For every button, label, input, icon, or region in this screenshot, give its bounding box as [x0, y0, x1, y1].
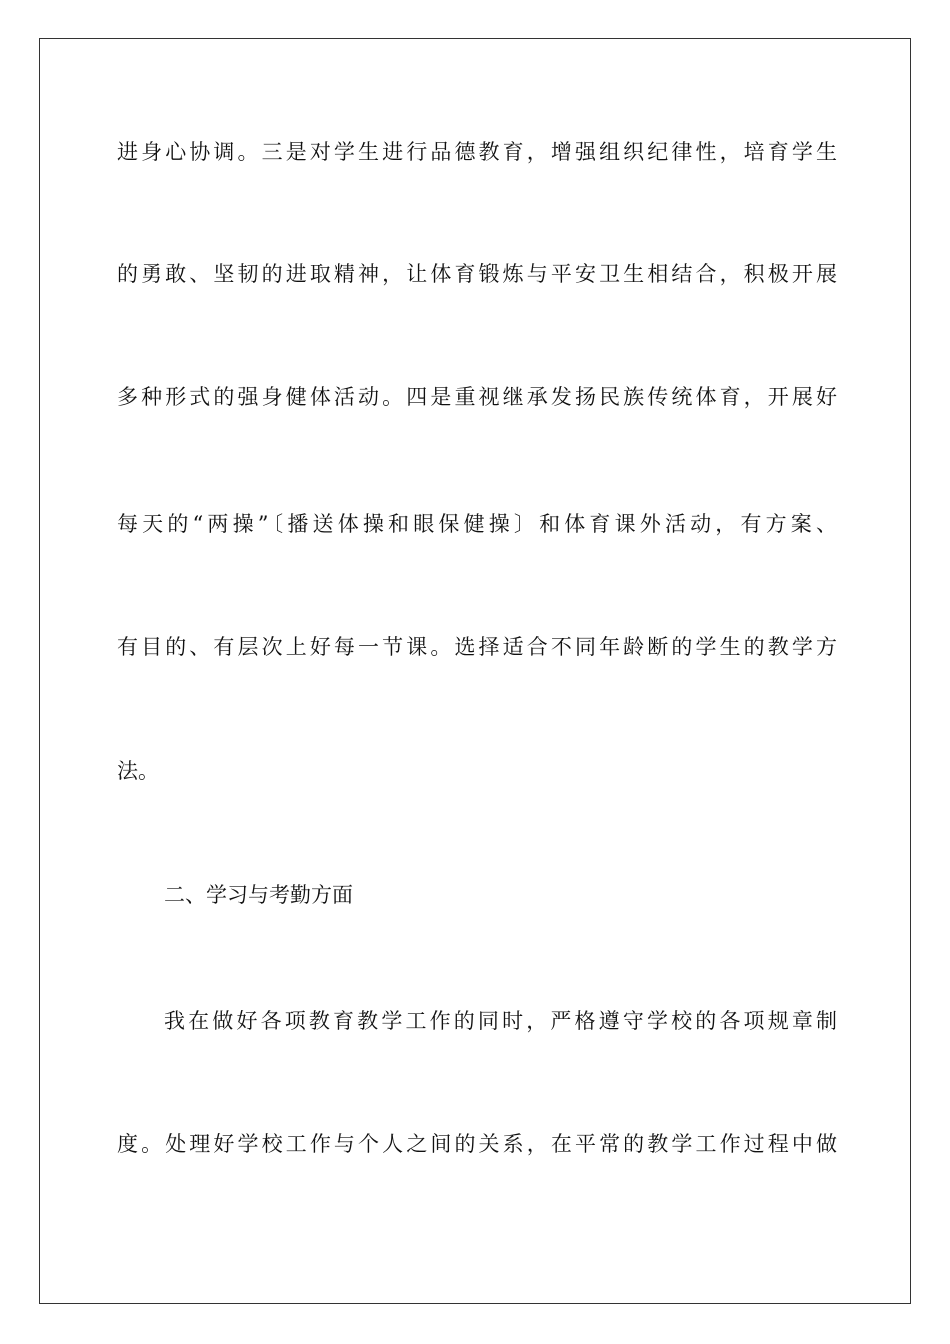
page-border: [39, 38, 911, 1304]
body-text-line: 每天的“两操”〔播送体操和眼保健操〕和体育课外活动，有方案、: [117, 512, 837, 536]
section-heading: 二、学习与考勤方面: [164, 883, 353, 907]
body-text-line: 我在做好各项教育教学工作的同时，严格遵守学校的各项规章制: [164, 1009, 837, 1033]
body-text-line: 的勇敢、坚韧的进取精神，让体育锻炼与平安卫生相结合，积极开展: [117, 262, 837, 286]
body-text-line: 度。处理好学校工作与个人之间的关系，在平常的教学工作过程中做: [117, 1132, 837, 1156]
body-text-line: 多种形式的强身健体活动。四是重视继承发扬民族传统体育，开展好: [117, 385, 837, 409]
body-text-line: 有目的、有层次上好每一节课。选择适合不同年龄断的学生的教学方: [117, 635, 837, 659]
body-text-line: 进身心协调。三是对学生进行品德教育，增强组织纪律性，培育学生: [117, 140, 837, 164]
body-text-line: 法。: [117, 759, 159, 783]
